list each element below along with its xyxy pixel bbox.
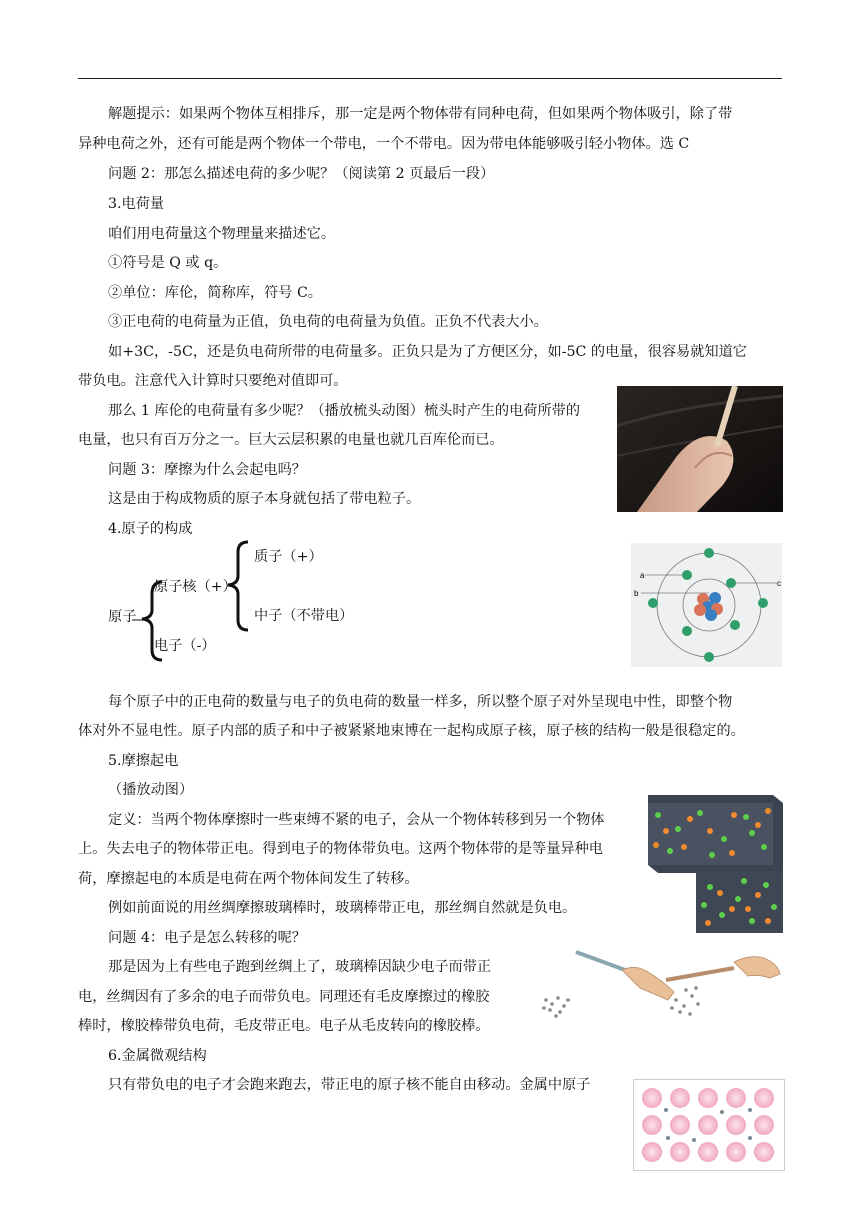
section-6-line-1: 只有带负电的电子才会跑来跑去，带正电的原子核不能自由移动。金属中原子 [108,1077,591,1093]
nucleus-particles [694,592,723,621]
label-a: a [640,571,645,580]
coulomb-line-1: 那么 1 库伦的电荷量有多少呢？（播放梳头动图）梳头时产生的电荷所带的 [108,403,581,419]
nucleus-label: 原子核（+） [154,579,237,595]
atom-label: 原子 [108,609,137,625]
section-5-heading: 5.摩擦起电 [108,753,179,769]
atom-desc-2: 体对外不显电性。原子内部的质子和中子被紧紧地束博在一起构成原子核，原子核的结构一般是很稳定的。 [78,723,745,739]
answer-4-line-3: 棒时，橡胶棒带负电荷，毛皮带正电。电子从毛皮转向的橡胶棒。 [78,1018,490,1034]
section-6-heading: 6.金属微观结构 [108,1048,207,1064]
section-3-point-2: ②单位：库伦，简称库，符号 C。 [108,285,322,301]
answer-4-line-2: 电，丝绸因有了多余的电子而带负电。同理还有毛皮摩擦过的橡胶 [78,989,490,1005]
section-3-heading: 3.电荷量 [108,196,165,212]
question-2: 问题 2：那怎么描述电荷的多少呢？（阅读第 2 页最后一段） [108,166,495,182]
hint-line-1: 解题提示：如果两个物体互相排斥，那一定是两个物体带有同种电荷，但如果两个物体吸引，除了带 [108,106,733,122]
label-c: c [777,579,781,588]
definition-line-1: 定义：当两个物体摩擦时一些束缚不紧的电子，会从一个物体转移到另一个物体 [108,812,605,828]
header-rule [78,78,782,79]
atom-diagram [631,543,782,667]
question-4: 问题 4：电子是怎么转移的呢？ [108,930,306,946]
proton-label: 质子（+） [254,549,323,565]
definition-line-3: 荷，摩擦起电的本质是电荷在两个物体间发生了转移。 [78,871,419,887]
section-3-example-2: 带负电。注意代入计算时只要绝对值即可。 [78,373,348,389]
answer-4-line-1: 那是因为上有些电子跑到丝绸上了，玻璃棒因缺少电子而带正 [108,959,492,975]
atom-structure-braces [132,538,252,668]
neutron-label: 中子（不带电） [254,608,354,624]
question-3: 问题 3：摩擦为什么会起电吗？ [108,462,306,478]
comb-hair-photo [617,386,783,512]
friction-charge-blocks [648,795,783,933]
section-4-heading: 4.原子的构成 [108,521,193,537]
metal-ions [642,1088,774,1162]
label-b: b [634,589,639,598]
definition-line-2: 上。失去电子的物体带正电。得到电子的物体带负电。这两个物体带的是等量异种电 [78,841,603,857]
section-3-point-3: ③正电荷的电荷量为正值，负电荷的电荷量为负值。正负不代表大小。 [108,314,548,330]
coulomb-line-2: 电量，也只有百万分之一。巨大云层积累的电量也就几百库伦而已。 [78,432,504,448]
hint-line-2: 异种电荷之外，还有可能是两个物体一个带电，一个不带电。因为带电体能够吸引轻小物体。选 C [78,136,690,152]
answer-3: 这是由于构成物质的原子本身就包括了带电粒子。 [108,491,421,507]
section-3-intro: 咱们用电荷量这个物理量来描述它。 [108,226,336,242]
play-animation-note: （播放动图） [108,782,194,798]
metal-lattice-diagram [633,1079,785,1171]
electron-label: 电子（-） [154,638,216,654]
rod-rubbing-illustration [536,944,784,1024]
section-3-example-1: 如+3C，-5C，还是负电荷所带的电荷量多。正负只是为了方便区分，如-5C 的电量，很容易就知道它 [108,344,747,360]
atom-desc-1: 每个原子中的正电荷的数量与电子的负电荷的数量一样多，所以整个原子对外呈现电中性，即整个物 [108,694,733,710]
section-3-point-1: ①符号是 Q 或 q。 [108,255,228,271]
friction-example: 例如前面说的用丝绸摩擦玻璃棒时，玻璃棒带正电，那丝绸自然就是负电。 [108,900,577,916]
